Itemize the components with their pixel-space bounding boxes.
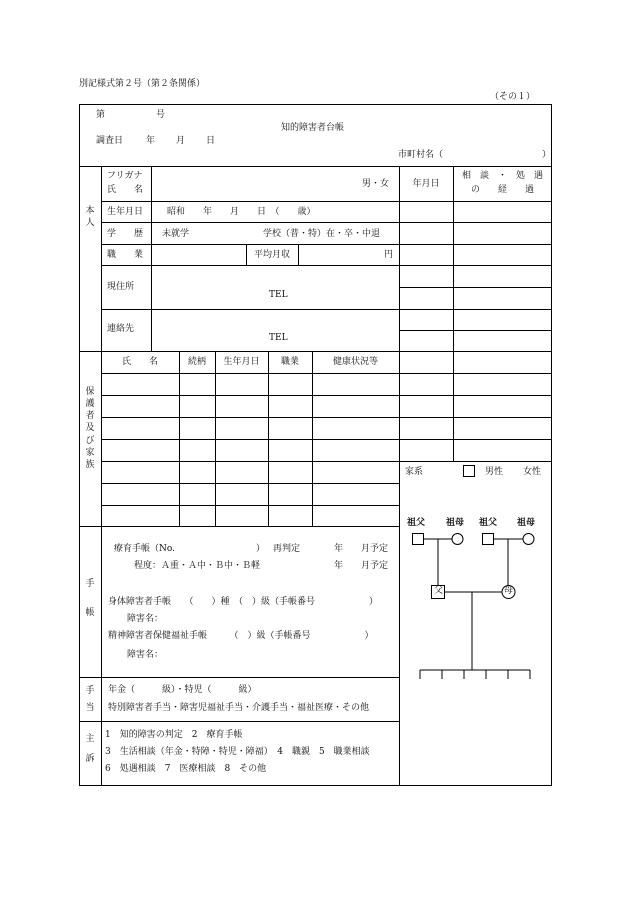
section-allowance-label: 手当 <box>85 686 95 714</box>
section-guardian-label: 保護者及び家族 <box>85 387 95 470</box>
section-handbook-label: 手帳 <box>85 579 95 618</box>
mother-symbol-label: 母 <box>503 586 513 596</box>
ryoiku-handbook: 療育手帳（No. ） <box>114 544 265 554</box>
mental-handbook: 精神障害者保健福祉手帳 （ ）級（手帳番号 ） <box>108 631 374 641</box>
number-suffix: 号 <box>156 110 166 120</box>
number-prefix: 第 <box>96 110 106 120</box>
section-complaint-label: 主訴 <box>85 734 95 764</box>
grandfather-square <box>483 534 494 545</box>
document-title: 知的障害者台帳 <box>281 123 345 133</box>
municipality-field: 市町村名（ ） <box>398 150 552 160</box>
page-mark: （その１） <box>490 92 536 102</box>
grandmother-circle <box>452 534 463 545</box>
survey-date-label: 調査日 <box>96 136 124 146</box>
document-page: 別記様式第２号（第２条関係） （その１） 第 号 知的障害者台帳 調査日 年 月 日 市町村名（ ） 本人 フリガナ 氏 名 男・女 生年月日 昭和 年 月 日 （ 歳） 学 歴 未就学 学校（普・特）在・卒・中退 職 業 平均月収 円 現住所 TEL 連絡先 TEL 年月日 相 談 ・ 処 遇 の 経 過 保護者及び家族 氏 名 続柄 生年月日 職業 健康状況等 家系 男性 女性 祖父 祖母 祖父 祖母 父 母 手帳 療育手帳（No. ） 再判定 年 月予定 程度：Ａ重・Ａ中・Ｂ中・Ｂ軽 年 月予定 身体障害者手帳 （ ）種 （ ）級（手帳番号 ） 障害名： 精神障害者保健福祉手帳 （ ）級（手帳番号 ） 障害名： 手当 年金（ 級）・特児（ 級） 特別障害者手当・障害児福祉手当・介護手当・福祉医療・その他 主訴 1 知的障害の判定 2 療育手帳 3 生活相談（年金・特障・特児・障福） 4 職親 5 職業相談 6 処遇相談 7 医療相談 8 その他 <box>0 0 630 903</box>
gender-field: 男・女 <box>362 179 390 189</box>
degree-line: 程度：Ａ重・Ａ中・Ｂ中・Ｂ軽 <box>134 561 261 571</box>
father-symbol-label: 父 <box>433 586 443 596</box>
birth-value: 昭和 年 月 日 （ 歳） <box>167 207 316 217</box>
section-self-label: 本人 <box>85 206 95 229</box>
grandfather-square <box>413 534 424 545</box>
physical-handbook: 身体障害者手帳 （ ）種 （ ）級（手帳番号 ） <box>108 597 379 607</box>
history-date-header: 年月日 <box>412 179 440 189</box>
family-tree-label: 家系 <box>405 467 424 477</box>
grandmother-circle <box>523 534 534 545</box>
form-reference: 別記様式第２号（第２条関係） <box>79 79 206 89</box>
